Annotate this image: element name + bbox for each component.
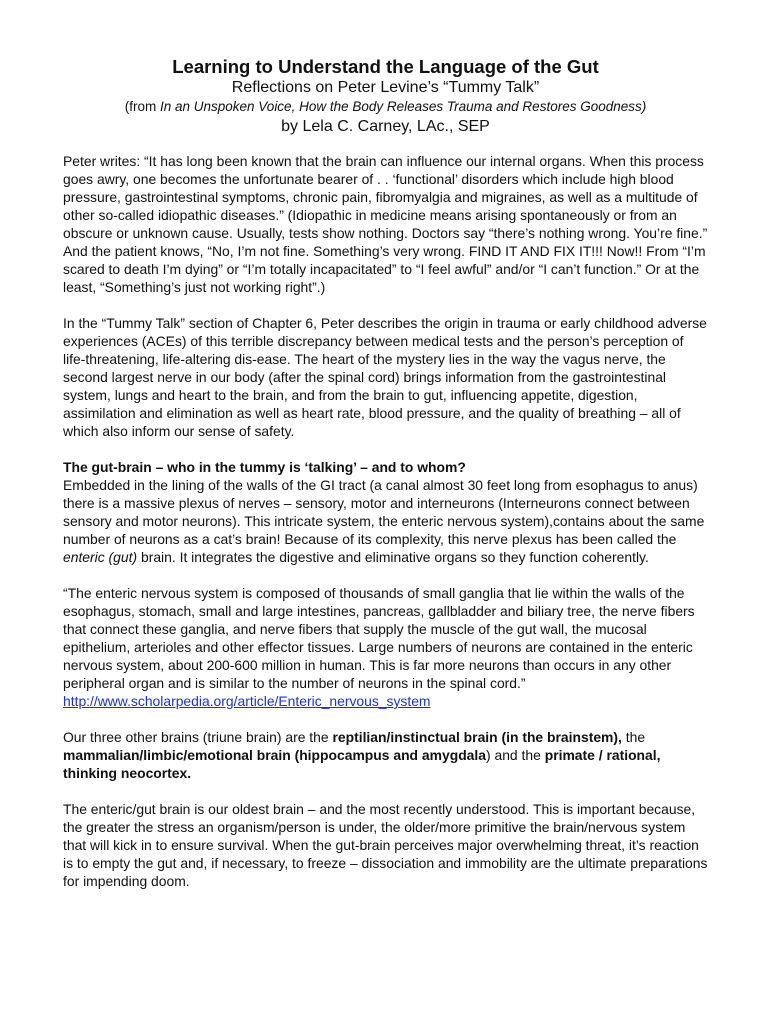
paragraph-2: In the “Tummy Talk” section of Chapter 6, Peter describes the origin in trauma or early childhood adverse experiences (ACEs) of this terrible discrepancy between medical tests and the person’s perception of life-threatening, life-altering dis-ease. The heart of the mystery lies in the way the vagus nerve, the second largest nerve in our body (after the spinal cord) brings information from the gastrointestinal system, lungs and heart to the brain, and from the brain to gut, influencing appetite, digestion, assimilation and elimination as well as heart rate, blood pressure, and the quality of breathing – all of which also inform our sense of safety. [63,315,707,439]
section-heading: The gut-brain – who in the tummy is ‘talking’ – and to whom? [63,459,466,475]
mammalian-brain-term: mammalian/limbic/emotional brain (hippocampus and amygdala [63,747,486,763]
paragraph-3-emphasis: enteric (gut) [63,549,138,565]
paragraph-4 [63,584,708,710]
paragraph-5-text-d: ) and the [486,747,545,763]
paragraph-3 [63,476,708,566]
paragraph-3-text-a: Embedded in the lining of the walls of the GI tract (a canal almost 30 feet long from esophagus to anus) there is a massive plexus of nerves – sensory, motor and interneurons (Interneurons connect between sensory and motor neurons). This intricate system, the enteric nervous system),contains about the same number of neurons as a cat’s brain! Because of its complexity, this nerve plexus has been called the [63,477,705,547]
document-subtitle: Reflections on Peter Levine’s “Tummy Talk” [231,79,540,96]
document-title: Learning to Understand the Language of the Gut [172,56,599,77]
source-prefix: (from [124,99,160,114]
scholarpedia-link[interactable]: http://www.scholarpedia.org/article/Enteric_nervous_system [63,693,431,709]
paragraph-5 [63,728,708,782]
document-header [63,56,708,137]
reptilian-brain-term: reptilian/instinctual brain (in the brainstem), [332,729,622,745]
document-body [63,152,708,890]
source-citation [63,98,708,116]
source-book-title: In an Unspoken Voice, How the Body Releases Trauma and Restores Goodness) [159,99,647,114]
paragraph-4-quote: “The enteric nervous system is composed of thousands of small ganglia that lie within the walls of the esophagus, stomach, small and large intestines, pancreas, gallbladder and biliary tree, the nerve fibers that connect these ganglia, and nerve fibers that supply the muscle of the gut wall, the mucosal epithelium, arterioles and other effector tissues. Large numbers of neurons are contained in the enteric nervous system, about 200-600 million in human. This is far more neurons than occurs in any other peripheral organ and is similar to the number of neurons in the spinal cord.” [63,585,695,691]
paragraph-6: The enteric/gut brain is our oldest brain – and the most recently understood. This is important because, the greater the stress an organism/person is under, the older/more primitive the brain/nervous system that will kick in to ensure survival. When the gut-brain perceives major overwhelming threat, it’s reaction is to empty the gut and, if necessary, to freeze – dissociation and immobility are the ultimate preparations for impending doom. [63,801,708,889]
paragraph-3-text-b: brain. It integrates the digestive and eliminative organs so they function coherently. [137,549,649,565]
paragraph-1: Peter writes: “It has long been known that the brain can influence our internal organs. When this process goes awry, one becomes the unfortunate bearer of . . ‘functional’ disorders which include high blood pressure, gastrointestinal symptoms, chronic pain, fibromyalgia and migraines, as well as a multitude of other so-called idiopathic diseases.” (Idiopathic in medicine means arising spontaneously or from an obscure or unknown cause. Usually, tests show nothing. Doctors say “there’s nothing wrong. You’re fine.” And the patient knows, “No, I’m not fine. Something’s very wrong. FIND IT AND FIX IT!!! Now!! From “I’m scared to death I’m dying” or “I’m totally incapacitated” to “I feel awful” and/or “I can’t function.” Or at the least, “Something’s just not working right”.) [63,153,708,295]
paragraph-5-text-a: Our three other brains (triune brain) are the [63,729,333,745]
author-byline: by Lela C. Carney, LAc., SEP [281,118,490,135]
paragraph-5-text-c: the [621,729,646,745]
neocortex-term: primate / rational, thinking neocortex. [63,747,661,781]
